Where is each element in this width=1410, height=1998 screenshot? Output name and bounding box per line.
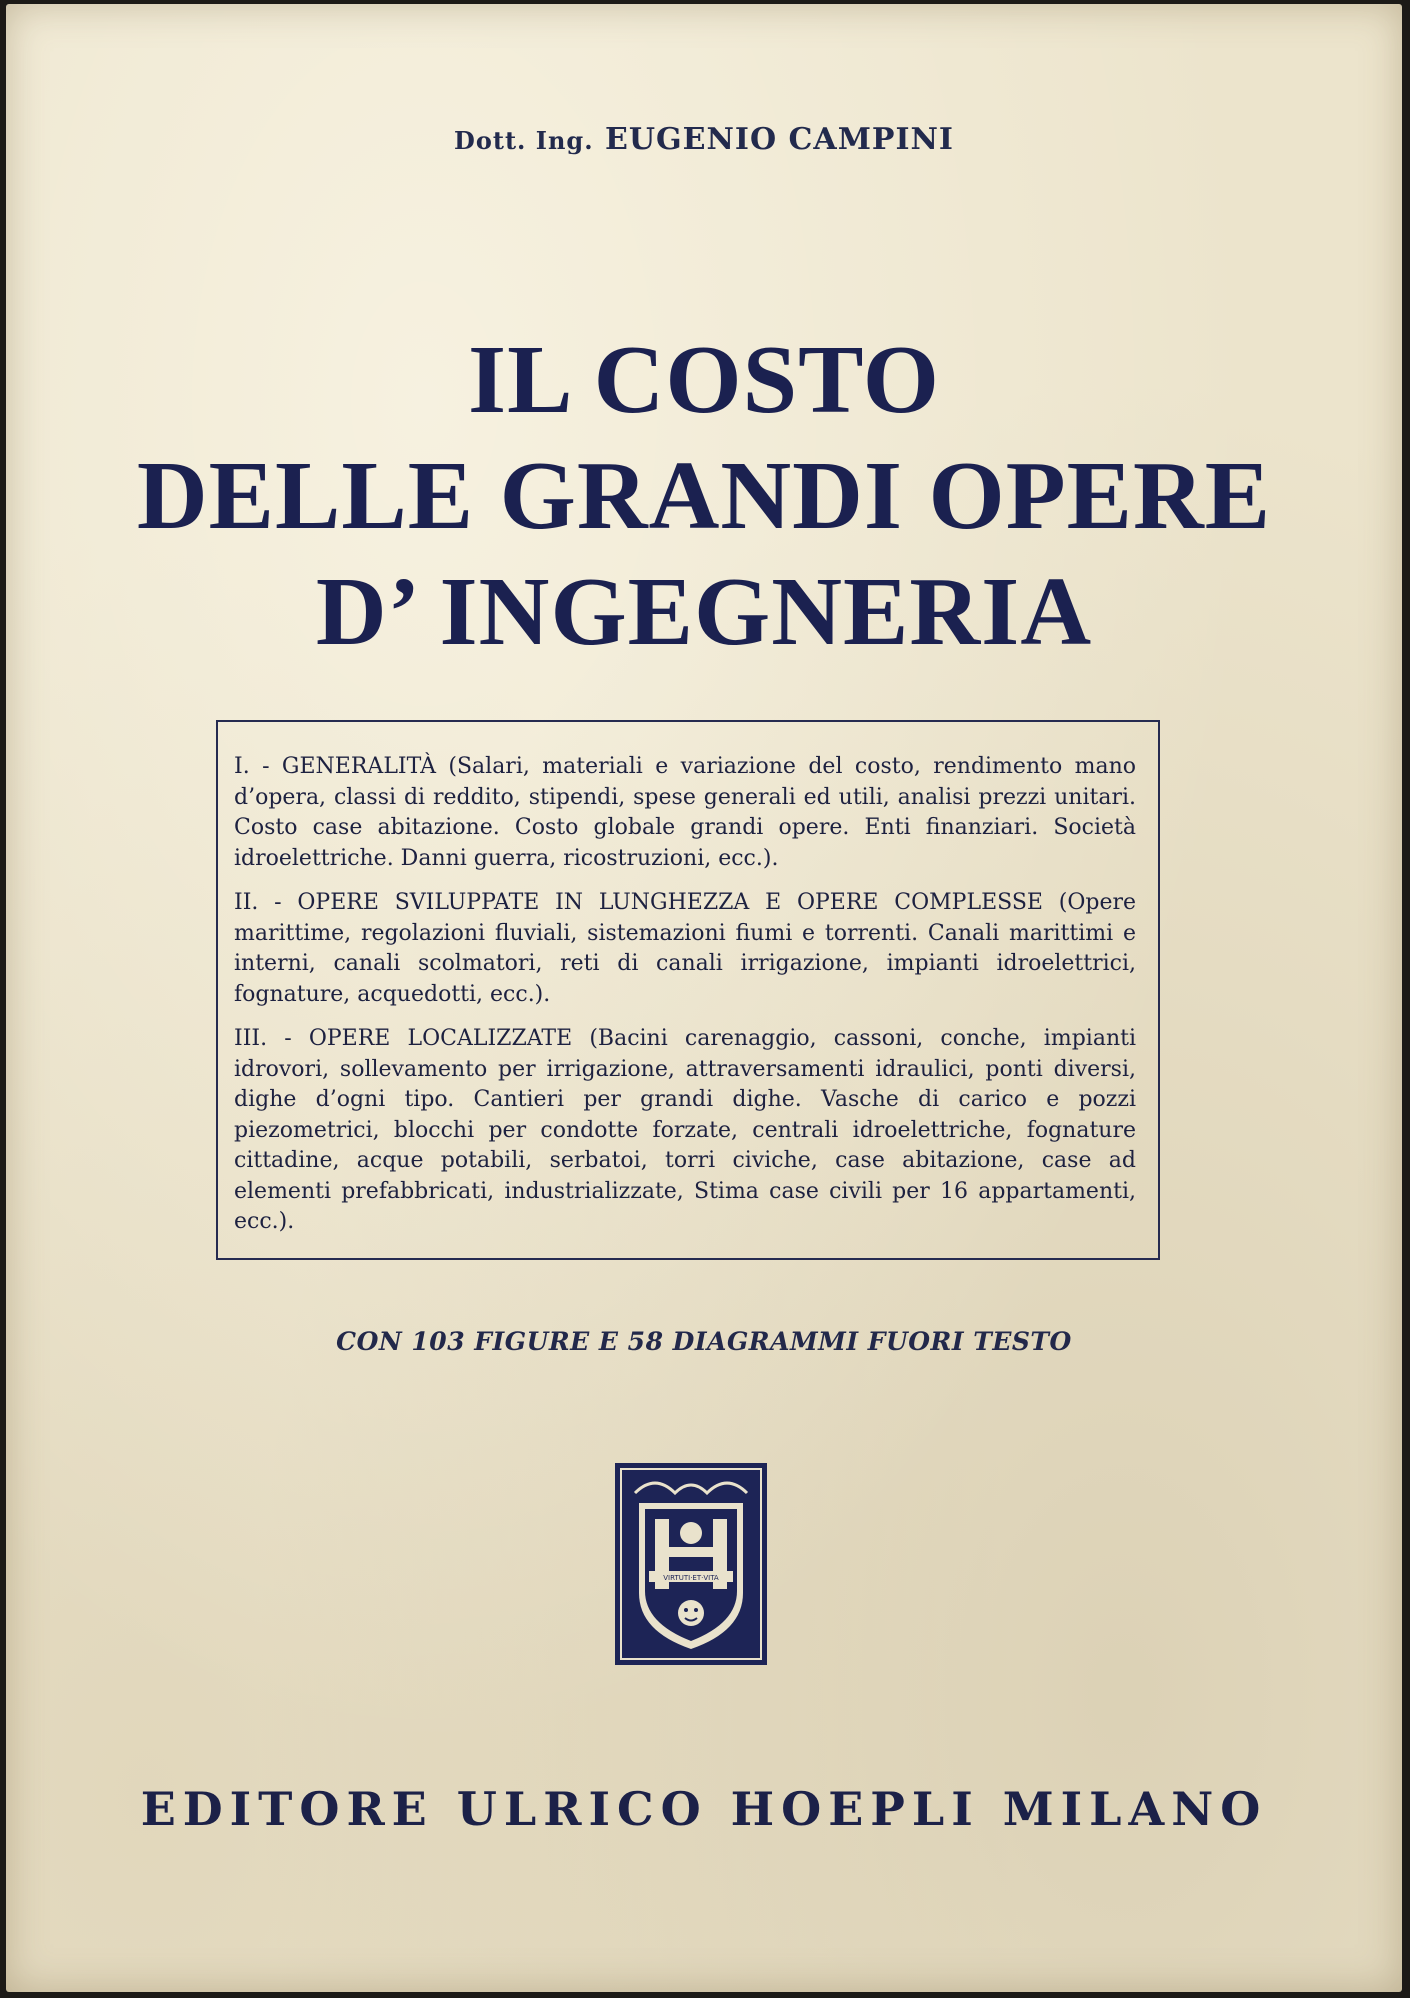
title-line-1: IL COSTO bbox=[468, 326, 940, 434]
contents-section-1: I. - GENERALITÀ (Salari, materiali e variazione del costo, rendimento mano d’opera, classi di reddito, stipendi, spese generali ed utili, analisi prezzi unitari. Costo case abitazione. Costo globale grandi opere. Enti finanziari. Società idroelettriche. Danni guerra, ricostruzioni, ecc.). bbox=[234, 754, 1136, 871]
figures-note: CON 103 FIGURE E 58 DIAGRAMMI FUORI TESTO bbox=[336, 1327, 1072, 1356]
contents-box bbox=[216, 720, 1160, 1260]
book-title bbox=[6, 322, 1402, 670]
publisher-name: EDITORE ULRICO HOEPLI MILANO bbox=[140, 1782, 1268, 1836]
title-line-2: DELLE GRANDI OPERE bbox=[136, 442, 1272, 550]
publisher-emblem-icon bbox=[615, 1463, 767, 1665]
title-line-3: D’ INGEGNERIA bbox=[315, 558, 1093, 666]
author-name: EUGENIO CAMPINI bbox=[605, 122, 954, 157]
contents-section-3: III. - OPERE LOCALIZZATE (Bacini carenaggio, cassoni, conche, impianti idrovori, sollevamento per irrigazione, attraversamenti idraulici, ponti diversi, dighe d’ogni tipo. Cantieri per grandi dighe. Vasche di carico e pozzi piezometrici, blocchi per condotte forzate, centrali idroelettriche, fognature cittadine, acque potabili, serbatoi, torri civiche, case abitazione, case ad elementi prefabbricati, industrializzate, Stima case civili per 16 appartamenti, ecc.). bbox=[234, 1026, 1136, 1234]
author-prefix: Dott. Ing. bbox=[454, 126, 594, 155]
author-line bbox=[6, 122, 1402, 157]
contents-section-2: II. - OPERE SVILUPPATE IN LUNGHEZZA E OPERE COMPLESSE (Opere marittime, regolazioni fluviali, sistemazioni fiumi e torrenti. Canali marittimi e interni, canali scolmatori, reti di canali irrigazione, impianti idroelettrici, fognature, acquedotti, ecc.). bbox=[234, 890, 1136, 1007]
book-cover bbox=[6, 4, 1402, 1992]
emblem-motto: VIRTUTI·ET·VITA bbox=[663, 1574, 719, 1582]
